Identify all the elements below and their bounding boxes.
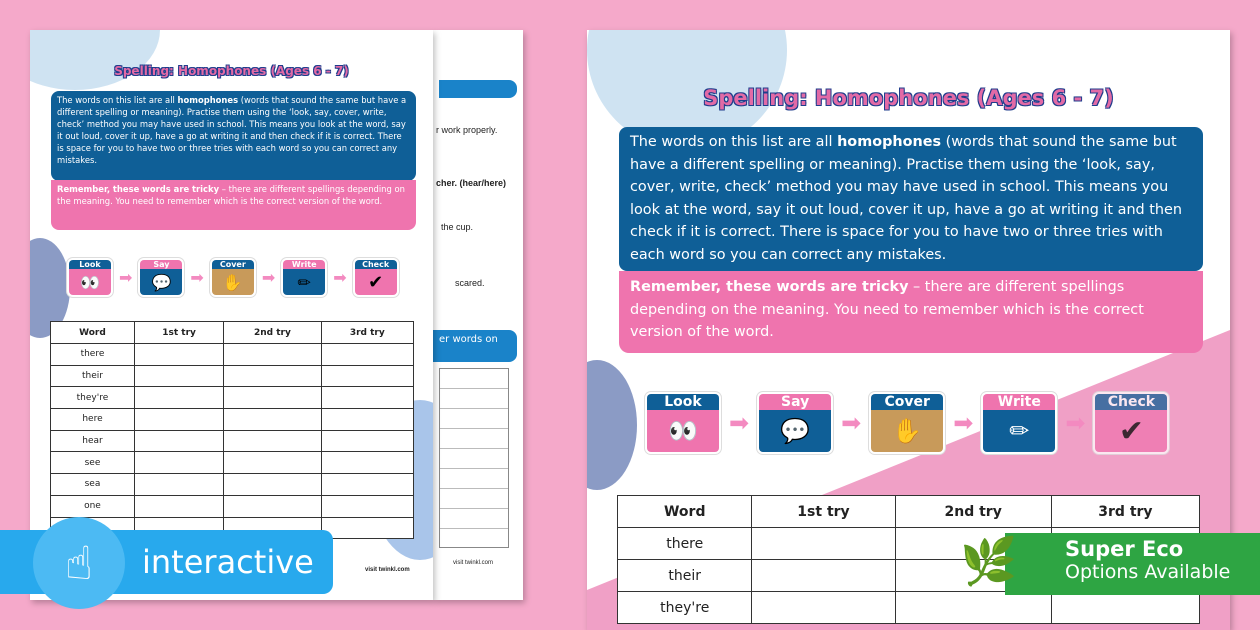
step-write: Write	[983, 394, 1055, 410]
reminder-box: Remember, these words are tricky – there are different spellings depending on the meaning. You need to remember which is the correct version of the word.	[619, 271, 1203, 353]
step-say: Say	[759, 394, 831, 410]
word-cell: they're	[618, 592, 752, 624]
step-look: Look	[647, 394, 719, 410]
try-cell[interactable]	[224, 387, 321, 409]
try-cell[interactable]	[134, 430, 223, 452]
try-cell[interactable]	[134, 409, 223, 431]
try-cell[interactable]	[321, 365, 413, 387]
tap-hand-icon: ☝	[33, 517, 125, 609]
table-row	[51, 409, 414, 431]
step-write: Write	[283, 260, 325, 269]
table-row	[51, 430, 414, 452]
try-cell[interactable]	[321, 409, 413, 431]
table-row	[51, 387, 414, 409]
page-title: Spelling: Homophones (Ages 6 - 7)	[114, 64, 349, 78]
try-cell[interactable]	[224, 409, 321, 431]
word-cell: here	[51, 409, 135, 431]
intro-box: The words on this list are all homophones (words that sound the same but have a different spelling or meaning). Practise them using the ‘look, say, cover, write, check’ method you may have used in school. This means you look at the word, say it out loud, cover it up, have a go at writing it and then check if it is correct. There is space for you to have two or three tries with each word so you can correct any mistakes.	[619, 127, 1203, 271]
table-row	[51, 452, 414, 474]
back-text: scared.	[455, 278, 485, 288]
try-cell[interactable]	[224, 430, 321, 452]
eco-title: Super Eco	[1065, 537, 1184, 561]
word-cell: one	[51, 495, 135, 517]
word-cell: there	[618, 528, 752, 560]
word-cell: their	[51, 365, 135, 387]
try-cell[interactable]	[321, 495, 413, 517]
worksheet-thumbnail	[30, 30, 433, 600]
super-eco-badge[interactable]	[1005, 533, 1260, 595]
try-cell[interactable]	[321, 430, 413, 452]
try-cell[interactable]	[1051, 592, 1199, 624]
try-cell[interactable]	[321, 387, 413, 409]
footer-link: visit twinkl.com	[365, 567, 410, 573]
word-cell: there	[51, 344, 135, 366]
spelling-table: Word 1st try 2nd try 3rd try there their they're here hear see sea one	[50, 321, 414, 539]
try-cell[interactable]	[224, 344, 321, 366]
try-cell[interactable]	[134, 495, 223, 517]
try-cell[interactable]	[895, 592, 1051, 624]
step-cover: Cover	[871, 394, 943, 410]
word-cell: they're	[51, 387, 135, 409]
page-title: Spelling: Homophones (Ages 6 - 7)	[703, 86, 1114, 110]
table-row	[51, 365, 414, 387]
table-row	[51, 495, 414, 517]
back-text: cher. (hear/here)	[436, 178, 507, 188]
back-text: the cup.	[441, 222, 474, 232]
try-cell[interactable]	[752, 560, 895, 592]
step-cover: Cover	[212, 260, 254, 269]
eco-subtitle: Options Available	[1065, 561, 1231, 583]
try-cell[interactable]	[224, 495, 321, 517]
try-cell[interactable]	[752, 592, 895, 624]
try-cell[interactable]	[134, 387, 223, 409]
step-say: Say	[140, 260, 182, 269]
try-cell[interactable]	[321, 452, 413, 474]
table-row	[51, 344, 414, 366]
footer-link: visit twinkl.com	[453, 560, 494, 566]
try-cell[interactable]	[134, 365, 223, 387]
back-text: r work properly.	[436, 125, 498, 135]
word-cell: their	[618, 560, 752, 592]
try-cell[interactable]	[752, 528, 895, 560]
word-cell: sea	[51, 474, 135, 496]
steps-row: Look 👀 ➡ Say 💬 ➡ Cover ✋ ➡ Write ✏ ➡ Check ✔	[67, 258, 399, 297]
try-cell[interactable]	[321, 344, 413, 366]
try-cell[interactable]	[134, 344, 223, 366]
try-cell[interactable]	[134, 474, 223, 496]
interactive-label: interactive	[142, 543, 314, 581]
intro-box: The words on this list are all homophones (words that sound the same but have a different spelling or meaning). Practise them using the ‘look, say, cover, write, check’ method you may have used in school. This means you look at the word, say it out loud, cover it up, have a go at writing it and then check if it is correct. There is space for you to have two or three tries with each word so you can correct any mistakes.	[51, 91, 416, 181]
back-page-preview	[433, 30, 523, 600]
try-cell[interactable]	[224, 474, 321, 496]
spelling-table: Word 1st try 2nd try 3rd try there their they're	[617, 495, 1200, 624]
try-cell[interactable]	[134, 452, 223, 474]
back-text: er words on	[433, 330, 517, 362]
step-look: Look	[69, 260, 111, 269]
leaf-icon: 🌿	[960, 534, 1018, 588]
reminder-box: Remember, these words are tricky – there are different spellings depending on the meaning. You need to remember which is the correct version of the word.	[51, 180, 416, 230]
try-cell[interactable]	[321, 474, 413, 496]
step-check: Check	[355, 260, 397, 269]
table-row	[51, 474, 414, 496]
try-cell[interactable]	[224, 365, 321, 387]
word-cell: hear	[51, 430, 135, 452]
step-check: Check	[1095, 394, 1167, 410]
try-cell[interactable]	[224, 452, 321, 474]
steps-row: Look 👀 ➡ Say 💬 ➡ Cover ✋ ➡ Write ✏ ➡ Check ✔	[645, 392, 1169, 454]
table-row	[618, 592, 1200, 624]
word-cell: see	[51, 452, 135, 474]
